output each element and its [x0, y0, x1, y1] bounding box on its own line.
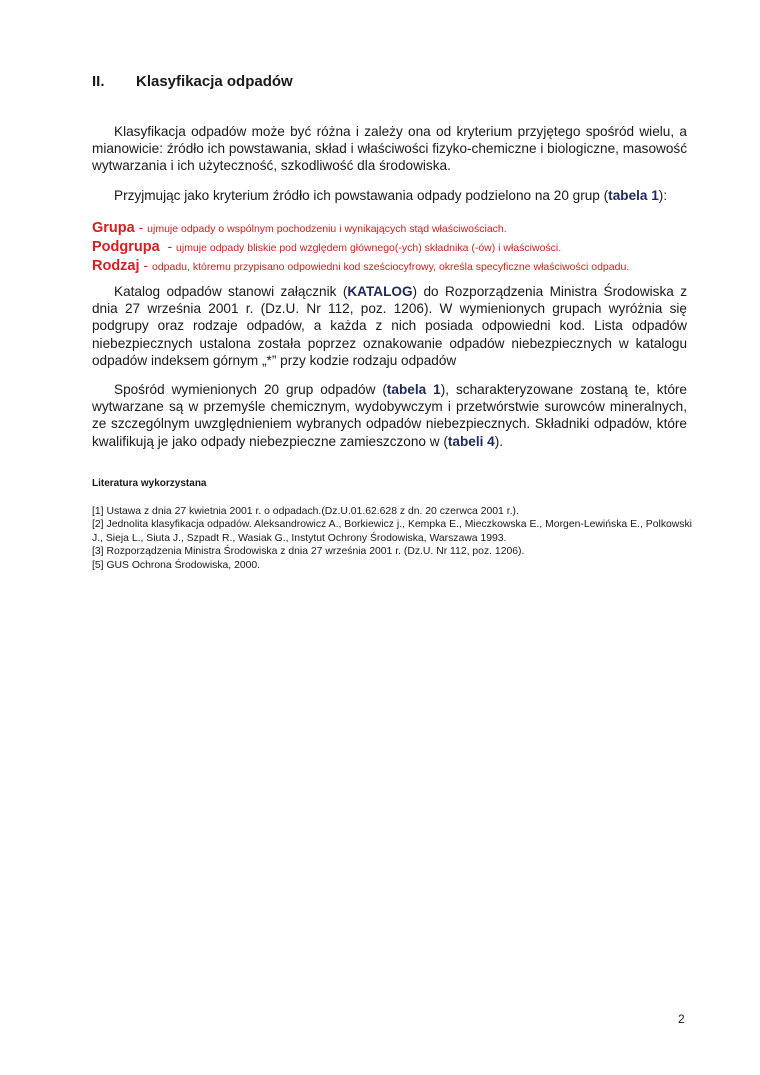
- definition-term: Podgrupa: [92, 239, 160, 255]
- definition-text: ujmuje odpady bliskie pod względem głównego(-ych) składnika (-ów) i właściwości.: [176, 242, 562, 254]
- paragraph-criterion: Przyjmując jako kryterium źródło ich powstawania odpady podzielono na 20 grup (tabela 1):: [114, 188, 668, 203]
- paragraph-selected-groups: Spośród wymienionych 20 grup odpadów (tabela 1), scharakteryzowane zostaną te, które wytwarzane są w przemyśle chemicznym, wydobywczym i przetwórstwie surowców mineralnych, ze szczególnym uwzględnieniem wybranych odpadów niebezpiecznych. Składniki odpadów, które kwalifikują je jako odpady niebezpieczne zamieszczono w (tabeli 4).: [92, 382, 687, 449]
- table-4-reference: tabeli 4: [447, 433, 495, 449]
- definition-term: Grupa: [92, 220, 135, 236]
- literature-item: [2] Jednolita klasyfikacja odpadów. Aleksandrowicz A., Borkiewicz j., Kempka E., Mieczkowska E., Morgen-Lewińska E., Polkowski J., Sieja L., Siuta J., Szpadt R., Wasiak G., Instytut Ochrony Środowiska, Warszawa 1993.: [92, 519, 692, 544]
- definition-term: Rodzaj: [92, 258, 140, 274]
- page-number: 2: [678, 1012, 685, 1026]
- literature-item: [3] Rozporządzenia Ministra Środowiska z dnia 27 września 2001 r. (Dz.U. Nr 112, poz. 1206).: [92, 546, 525, 558]
- paragraph-classification: [92, 123, 687, 175]
- table-1-reference: tabela 1: [608, 188, 659, 203]
- section-number: II.: [92, 73, 105, 90]
- table-1-reference: tabela 1: [386, 382, 441, 397]
- definitions-list: [92, 219, 702, 276]
- definition-text: ujmuje odpady o wspólnym pochodzeniu i wynikających stąd właściwościach.: [147, 223, 507, 235]
- literature-list: [92, 505, 692, 572]
- literature-item: [5] GUS Ochrona Środowiska, 2000.: [92, 559, 261, 571]
- paragraph-1-text: Klasyfikacja odpadów może być różna i zależy ona od kryterium przyjętego spośród wielu, a mianowicie: źródło ich powstawania, skład i właściwości fizyko-chemiczne i biologiczne, masowość wytwarzania i ich użyteczność, szkodliwość dla środowiska.: [92, 124, 687, 174]
- definition-podgrupa: Podgrupa - ujmuje odpady bliskie pod względem głównego(-ych) składnika (-ów) i właściwości.: [92, 238, 562, 255]
- section-heading: [92, 73, 293, 90]
- catalog-reference: KATALOG: [347, 284, 413, 299]
- section-title: Klasyfikacja odpadów: [136, 73, 293, 90]
- definition-grupa: Grupa - ujmuje odpady o wspólnym pochodzeniu i wynikających stąd właściwościach.: [92, 219, 507, 236]
- definition-rodzaj: Rodzaj - odpadu, któremu przypisano odpowiedni kod sześciocyfrowy, określa specyficzne właściwości odpadu.: [92, 257, 630, 274]
- paragraph-catalog: Katalog odpadów stanowi załącznik (KATALOG) do Rozporządzenia Ministra Środowiska z dnia 27 września 2001 r. (Dz.U. Nr 112, poz. 1206). W wymienionych grupach wyróżnia się podgrupy oraz rodzaje odpadów, a każda z nich posiada odpowiedni kod. Lista odpadów niebezpiecznych ustalona została poprzez oznakowanie odpadów niebezpiecznych w katalogu odpadów indeksem górnym „*” przy kodzie rodzaju odpadów: [92, 284, 687, 368]
- definition-text: odpadu, któremu przypisano odpowiedni kod sześciocyfrowy, określa specyficzne właściwości odpadu.: [151, 261, 630, 273]
- literature-title: Literatura wykorzystana: [92, 478, 207, 489]
- literature-item: [1] Ustawa z dnia 27 kwietnia 2001 r. o odpadach.(Dz.U.01.62.628 z dn. 20 czerwca 2001 r.).: [92, 506, 519, 517]
